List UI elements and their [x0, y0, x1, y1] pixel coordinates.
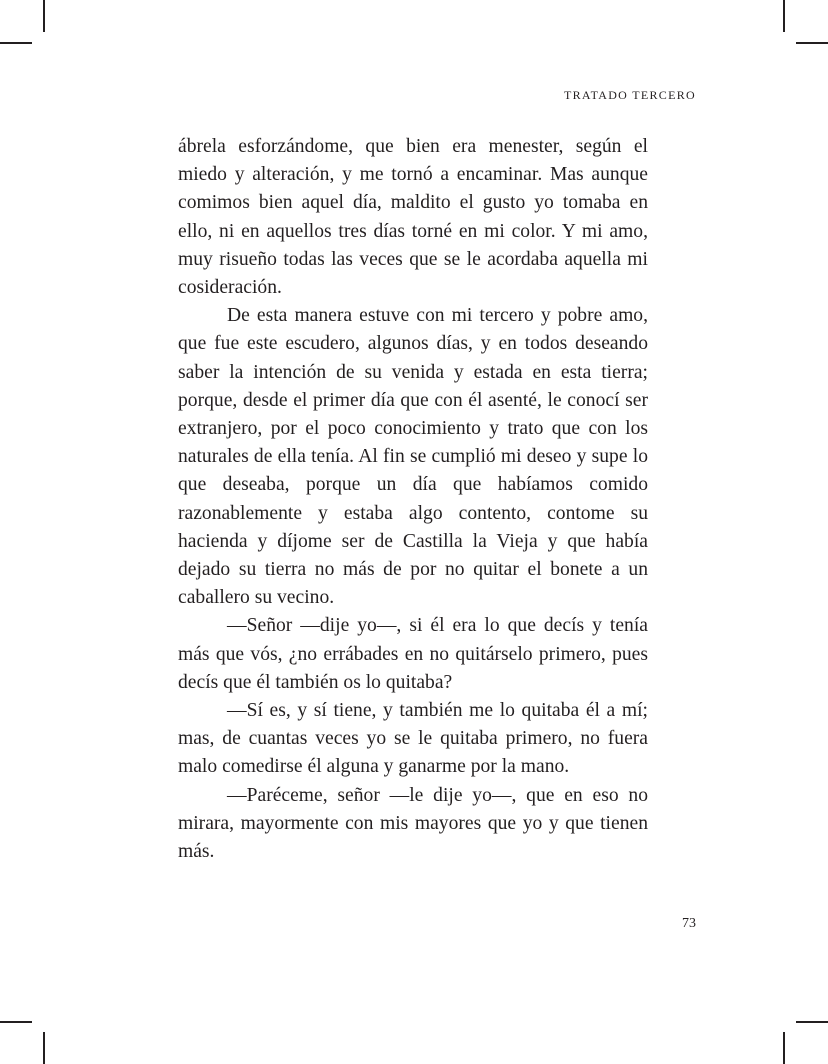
- crop-mark-top-right-horizontal: [796, 42, 828, 44]
- crop-mark-bottom-right-vertical: [783, 1032, 785, 1064]
- paragraph: De esta manera estuve con mi tercero y pobre amo, que fue este escudero, algunos días, y en todos deseando saber la intención de su venida y estada en esta tierra; porque, desde el primer día que con él asenté, le conocí ser extranjero, por el poco conocimiento y trato que con los naturales de ella tenía. Al fin se cumplió mi deseo y supe lo que deseaba, porque un día que habíamos comido razonablemente y estaba algo contento, contome su hacienda y díjome ser de Castilla la Vieja y que había dejado su tierra no más de por no quitar el bonete a un caballero su vecino.: [178, 305, 648, 609]
- crop-mark-top-left-horizontal: [0, 42, 32, 44]
- paragraph: ábrela esforzándome, que bien era menester, según el miedo y alteración, y me tornó a encaminar. Mas aunque comimos bien aquel día, maldito el gusto yo tomaba en ello, ni en aquellos tres días torné en mi color. Y mi amo, muy risueño todas las veces que se le acordaba aquella mi cosideración.: [178, 136, 648, 299]
- crop-mark-bottom-right-horizontal: [796, 1021, 828, 1023]
- crop-mark-bottom-left-horizontal: [0, 1021, 32, 1023]
- crop-mark-top-right-vertical: [783, 0, 785, 32]
- dialogue-paragraph: —Señor —dije yo—, si él era lo que decís y tenía más que vós, ¿no errábades en no quitárselo primero, pues decís que él también os lo quitaba?: [178, 615, 648, 693]
- crop-mark-bottom-left-vertical: [43, 1032, 45, 1064]
- running-title: TRATADO TERCERO: [564, 88, 696, 102]
- page-number: 73: [682, 916, 696, 931]
- body-text: [178, 133, 648, 866]
- crop-mark-top-left-vertical: [43, 0, 45, 32]
- dialogue-paragraph: —Paréceme, señor —le dije yo—, que en eso no mirara, mayormente con mis mayores que yo y que tienen más.: [178, 784, 648, 863]
- dialogue-paragraph: —Sí es, y sí tiene, y también me lo quitaba él a mí; mas, de cuantas veces yo se le quitaba primero, no fuera malo comedirse él alguna y ganarme por la mano.: [178, 700, 648, 778]
